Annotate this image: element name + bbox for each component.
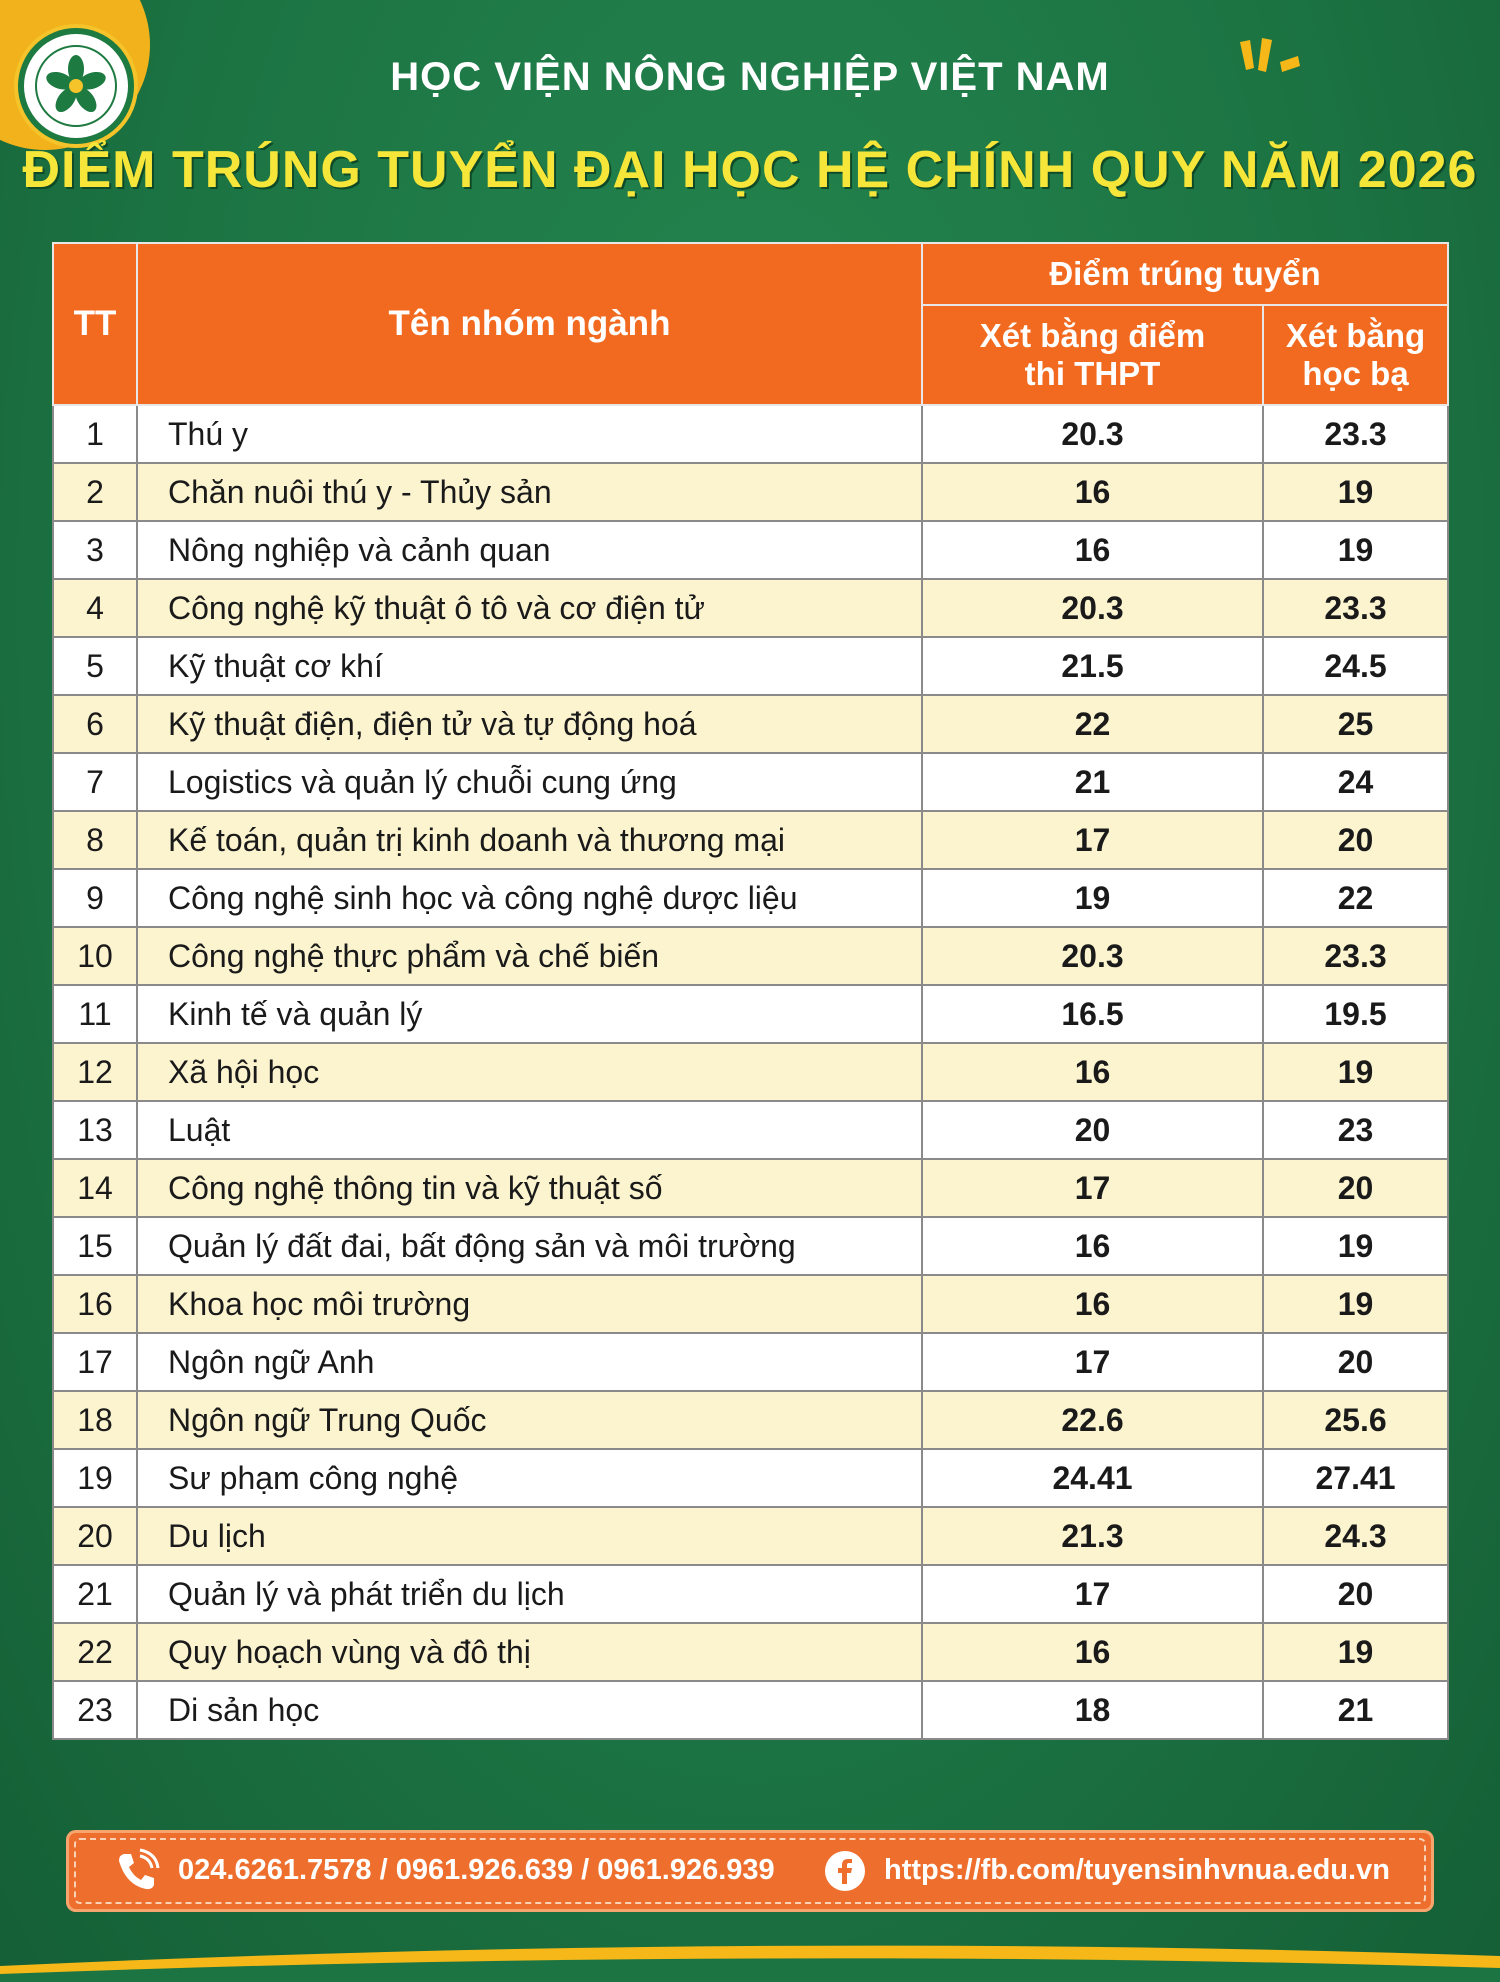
major-name: Thú y <box>137 405 922 463</box>
major-name: Nông nghiệp và cảnh quan <box>137 521 922 579</box>
score-hocba: 19 <box>1263 463 1448 521</box>
score-hocba: 24 <box>1263 753 1448 811</box>
row-number: 15 <box>53 1217 137 1275</box>
major-name: Quản lý đất đai, bất động sản và môi trường <box>137 1217 922 1275</box>
score-thpt: 20.3 <box>922 927 1263 985</box>
major-name: Quản lý và phát triển du lịch <box>137 1565 922 1623</box>
major-name: Di sản học <box>137 1681 922 1739</box>
table-row <box>53 1275 1448 1333</box>
score-thpt: 16 <box>922 1623 1263 1681</box>
score-hocba: 20 <box>1263 1159 1448 1217</box>
table-row <box>53 1507 1448 1565</box>
row-number: 12 <box>53 1043 137 1101</box>
row-number: 7 <box>53 753 137 811</box>
score-hocba: 24.3 <box>1263 1507 1448 1565</box>
contact-bar <box>66 1830 1434 1912</box>
score-thpt: 17 <box>922 811 1263 869</box>
score-thpt: 16 <box>922 463 1263 521</box>
score-thpt: 21.5 <box>922 637 1263 695</box>
score-thpt: 17 <box>922 1159 1263 1217</box>
table-row <box>53 463 1448 521</box>
major-name: Luật <box>137 1101 922 1159</box>
facebook-icon <box>824 1850 866 1892</box>
score-thpt: 16 <box>922 1217 1263 1275</box>
row-number: 21 <box>53 1565 137 1623</box>
row-number: 18 <box>53 1391 137 1449</box>
score-hocba: 19.5 <box>1263 985 1448 1043</box>
score-hocba: 23 <box>1263 1101 1448 1159</box>
table-row <box>53 927 1448 985</box>
row-number: 3 <box>53 521 137 579</box>
row-number: 6 <box>53 695 137 753</box>
major-name: Du lịch <box>137 1507 922 1565</box>
score-thpt: 16 <box>922 1275 1263 1333</box>
score-thpt: 19 <box>922 869 1263 927</box>
major-name: Chăn nuôi thú y - Thủy sản <box>137 463 922 521</box>
score-thpt: 17 <box>922 1565 1263 1623</box>
major-name: Kỹ thuật cơ khí <box>137 637 922 695</box>
major-name: Khoa học môi trường <box>137 1275 922 1333</box>
major-name: Ngôn ngữ Trung Quốc <box>137 1391 922 1449</box>
column-header-thpt <box>922 305 1263 405</box>
score-thpt: 17 <box>922 1333 1263 1391</box>
major-name: Quy hoạch vùng và đô thị <box>137 1623 922 1681</box>
column-group-header: Điểm trúng tuyển <box>922 243 1448 305</box>
table-row <box>53 1449 1448 1507</box>
score-thpt: 22.6 <box>922 1391 1263 1449</box>
row-number: 10 <box>53 927 137 985</box>
major-name: Logistics và quản lý chuỗi cung ứng <box>137 753 922 811</box>
major-name: Kinh tế và quản lý <box>137 985 922 1043</box>
table-row <box>53 1391 1448 1449</box>
score-hocba: 20 <box>1263 1333 1448 1391</box>
score-thpt: 20 <box>922 1101 1263 1159</box>
major-name: Xã hội học <box>137 1043 922 1101</box>
score-thpt: 22 <box>922 695 1263 753</box>
table-row <box>53 753 1448 811</box>
row-number: 9 <box>53 869 137 927</box>
table-row <box>53 1217 1448 1275</box>
table-row <box>53 695 1448 753</box>
score-hocba: 20 <box>1263 1565 1448 1623</box>
row-number: 23 <box>53 1681 137 1739</box>
row-number: 2 <box>53 463 137 521</box>
column-header-thpt-line2: thi THPT <box>1024 355 1161 392</box>
score-thpt: 24.41 <box>922 1449 1263 1507</box>
page-title: ĐIỂM TRÚNG TUYỂN ĐẠI HỌC HỆ CHÍNH QUY NĂM 2026 <box>22 141 1478 199</box>
score-thpt: 21.3 <box>922 1507 1263 1565</box>
score-hocba: 27.41 <box>1263 1449 1448 1507</box>
institute-name: HỌC VIỆN NÔNG NGHIỆP VIỆT NAM <box>390 55 1110 99</box>
column-header-tt: TT <box>53 243 137 405</box>
score-hocba: 25 <box>1263 695 1448 753</box>
table-row <box>53 1101 1448 1159</box>
contact-phones: 024.6261.7578 / 0961.926.639 / 0961.926.939 <box>178 1854 775 1886</box>
facebook-link[interactable]: https://fb.com/tuyensinhvnua.edu.vn <box>884 1854 1390 1886</box>
score-hocba: 19 <box>1263 1043 1448 1101</box>
table-row <box>53 985 1448 1043</box>
score-thpt: 20.3 <box>922 405 1263 463</box>
row-number: 4 <box>53 579 137 637</box>
row-number: 16 <box>53 1275 137 1333</box>
row-number: 22 <box>53 1623 137 1681</box>
column-header-hocba-line1: Xét bằng <box>1285 317 1426 354</box>
table-row <box>53 637 1448 695</box>
phone-icon <box>114 1848 160 1894</box>
score-hocba: 22 <box>1263 869 1448 927</box>
table-row <box>53 1333 1448 1391</box>
score-hocba: 23.3 <box>1263 927 1448 985</box>
score-hocba: 19 <box>1263 1275 1448 1333</box>
table-row <box>53 579 1448 637</box>
major-name: Kế toán, quản trị kinh doanh và thương mại <box>137 811 922 869</box>
row-number: 11 <box>53 985 137 1043</box>
table-row <box>53 811 1448 869</box>
major-name: Công nghệ thông tin và kỹ thuật số <box>137 1159 922 1217</box>
score-hocba: 23.3 <box>1263 405 1448 463</box>
score-hocba: 21 <box>1263 1681 1448 1739</box>
column-header-hocba <box>1263 305 1448 405</box>
score-hocba: 19 <box>1263 1623 1448 1681</box>
major-name: Kỹ thuật điện, điện tử và tự động hoá <box>137 695 922 753</box>
score-hocba: 19 <box>1263 521 1448 579</box>
row-number: 14 <box>53 1159 137 1217</box>
bottom-swoosh-decoration <box>0 1936 1500 1982</box>
score-thpt: 20.3 <box>922 579 1263 637</box>
score-hocba: 25.6 <box>1263 1391 1448 1449</box>
score-hocba: 20 <box>1263 811 1448 869</box>
score-hocba: 24.5 <box>1263 637 1448 695</box>
score-hocba: 23.3 <box>1263 579 1448 637</box>
admission-scores-table <box>52 242 1449 1740</box>
major-name: Công nghệ sinh học và công nghệ dược liệu <box>137 869 922 927</box>
table-row <box>53 1159 1448 1217</box>
table-body <box>53 405 1448 1739</box>
column-header-name: Tên nhóm ngành <box>137 243 922 405</box>
table-row <box>53 1623 1448 1681</box>
row-number: 17 <box>53 1333 137 1391</box>
row-number: 1 <box>53 405 137 463</box>
table-row <box>53 869 1448 927</box>
row-number: 19 <box>53 1449 137 1507</box>
table-row <box>53 405 1448 463</box>
major-name: Công nghệ thực phẩm và chế biến <box>137 927 922 985</box>
row-number: 20 <box>53 1507 137 1565</box>
major-name: Công nghệ kỹ thuật ô tô và cơ điện tử <box>137 579 922 637</box>
score-thpt: 18 <box>922 1681 1263 1739</box>
major-name: Ngôn ngữ Anh <box>137 1333 922 1391</box>
column-header-hocba-line2: học bạ <box>1302 355 1409 392</box>
table-row <box>53 1043 1448 1101</box>
column-header-thpt-line1: Xét bằng điểm <box>979 317 1206 354</box>
row-number: 5 <box>53 637 137 695</box>
score-thpt: 16 <box>922 1043 1263 1101</box>
score-thpt: 21 <box>922 753 1263 811</box>
table-row <box>53 1681 1448 1739</box>
major-name: Sư phạm công nghệ <box>137 1449 922 1507</box>
table-row <box>53 521 1448 579</box>
row-number: 8 <box>53 811 137 869</box>
row-number: 13 <box>53 1101 137 1159</box>
table-row <box>53 1565 1448 1623</box>
score-thpt: 16 <box>922 521 1263 579</box>
score-thpt: 16.5 <box>922 985 1263 1043</box>
score-hocba: 19 <box>1263 1217 1448 1275</box>
